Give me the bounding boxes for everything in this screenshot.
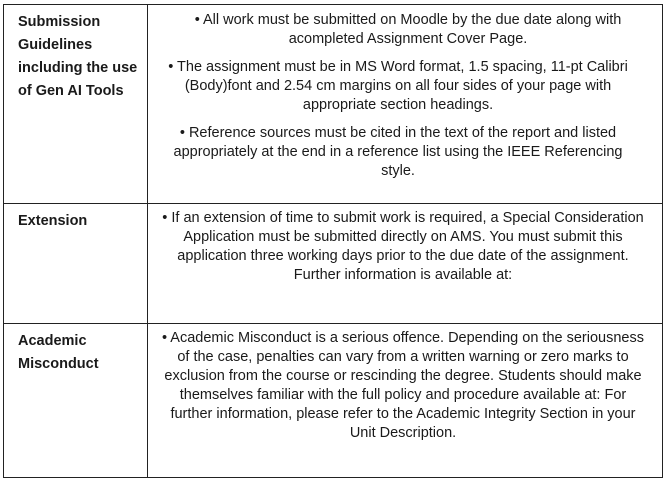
row-content-cell	[148, 324, 663, 478]
extension-label: Extension	[18, 213, 88, 229]
academic-misconduct-label: Academic Misconduct	[18, 333, 99, 372]
row-label-cell	[4, 204, 148, 324]
row-content-cell	[148, 5, 663, 204]
table-row	[4, 324, 663, 478]
misconduct-bullet: • Academic Misconduct is a serious offence. Depending on the seriousness of the case, penalties can vary from a written warning or zero marks to exclusion from the course or rescinding the degree. Students should make themselves familiar with the full policy and procedure available at: For further information, please refer to the Academic Integrity Section in your Unit Description.	[162, 330, 644, 441]
table-row	[4, 204, 663, 324]
submission-bullet-format: • The assignment must be in MS Word format, 1.5 spacing, 11-pt Calibri (Body)font and 2.54 cm margins on all four sides of your page with appropriate section headings.	[168, 59, 628, 113]
extension-bullet: • If an extension of time to submit work is required, a Special Consideration Application must be submitted directly on AMS. You must submit this application three working days prior to the due date of the assignment. Further information is available at:	[162, 210, 644, 283]
row-label-cell	[4, 324, 148, 478]
row-label-cell	[4, 5, 148, 204]
table-row	[4, 5, 663, 204]
submission-bullet-moodle: • All work must be submitted on Moodle by the due date along with acompleted Assignment Cover Page.	[194, 12, 622, 47]
row-content-cell	[148, 204, 663, 324]
submission-bullet-references: • Reference sources must be cited in the text of the report and listed appropriately at the end in a reference list using the IEEE Referencing style.	[173, 125, 623, 179]
guidelines-table	[3, 4, 663, 478]
submission-guidelines-label: Submission Guidelines including the use of Gen AI Tools	[18, 14, 138, 99]
